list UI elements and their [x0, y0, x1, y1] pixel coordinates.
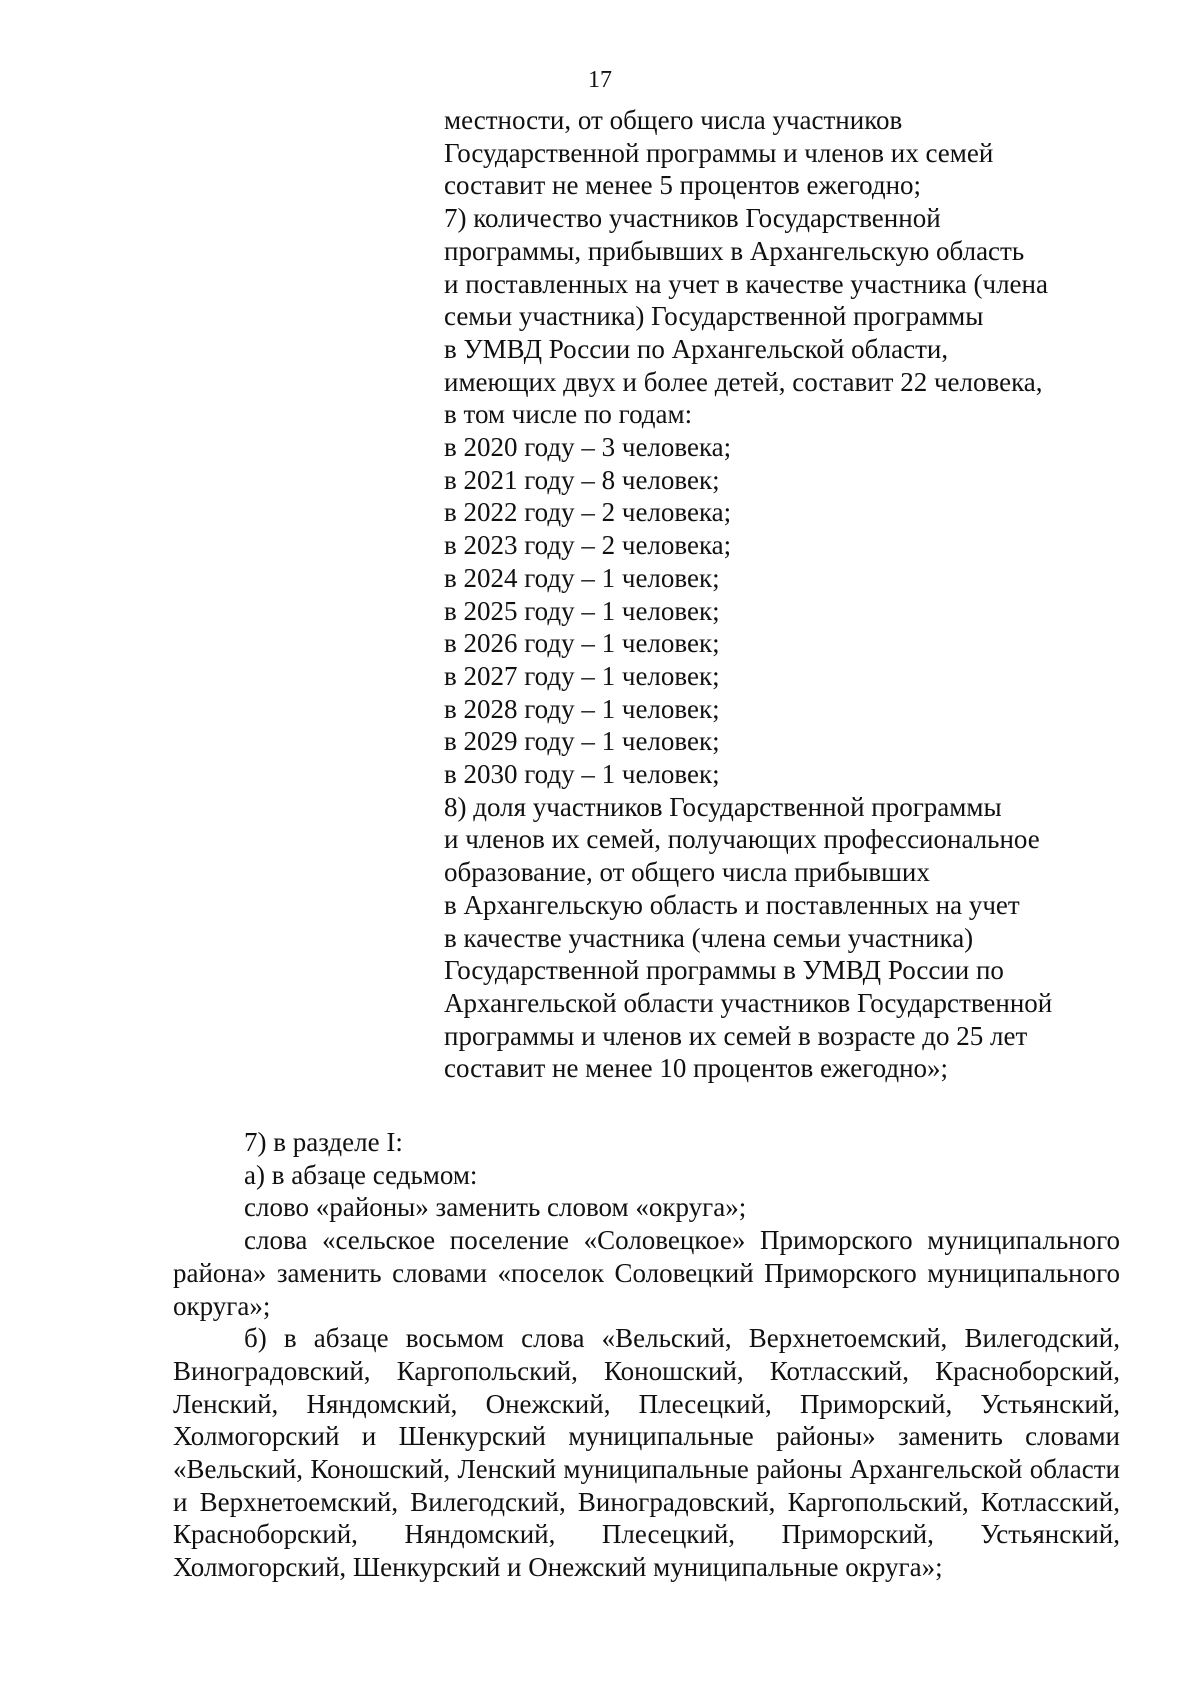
paragraph: слово «районы» заменить словом «округа»;	[244, 1192, 747, 1223]
subitem-b-paragraph: б) в абзаце восьмом слова «Вельский, Верхнетоемский, Вилегодский, Виноградовский, Каргопольский, Коношский, Котласский, Красноборский, Ленский, Няндомский, Онежский, Плесецкий, Приморский, Устьянский, Холмогорский и Шенкурский муниципальные районы» заменить словами «Вельский, Коношский, Ленский муниципальные районы Архангельской области и Верхнетоемский, Вилегодский, Виноградовский, Каргопольский, Котласский, Красноборский, Няндомский, Плесецкий, Приморский, Устьянский, Холмогорский, Шенкурский и Онежский муниципальные округа»;	[173, 1323, 1120, 1583]
text-line: семьи участника) Государственной программы	[444, 301, 984, 332]
text-line: Архангельской области участников Государственной	[444, 987, 1053, 1018]
text-line: составит не менее 10 процентов ежегодно»;	[444, 1053, 949, 1084]
subitem-a-heading: а) в абзаце седьмом:	[244, 1159, 478, 1190]
text-line: составит не менее 5 процентов ежегодно;	[444, 170, 922, 201]
text-line: 7) количество участников Государственной	[444, 203, 941, 234]
text-line: в УМВД России по Архангельской области,	[444, 333, 949, 364]
text-line: 8) доля участников Государственной программы	[444, 791, 1002, 822]
year-line: в 2026 году – 1 человек;	[444, 628, 720, 659]
quoted-amendment-block	[444, 104, 1124, 1085]
section-item-heading: 7) в разделе I:	[244, 1127, 403, 1157]
text-line: программы, прибывших в Архангельскую область	[444, 235, 1025, 266]
year-line: в 2022 году – 2 человека;	[444, 497, 732, 528]
paragraph: слова «сельское поселение «Соловецкое» Приморского муниципального района» заменить словами «поселок Соловецкий Приморского муниципального округа»;	[173, 1225, 1120, 1321]
text-line: и членов их семей, получающих профессиональное	[444, 824, 1040, 855]
text-line: местности, от общего числа участников	[444, 105, 903, 135]
year-line: в 2020 году – 3 человека;	[444, 432, 732, 463]
text-line: в качестве участника (члена семьи участника)	[444, 922, 974, 953]
text-line: имеющих двух и более детей, составит 22 человека,	[444, 366, 1043, 397]
year-line: в 2024 году – 1 человек;	[444, 562, 720, 593]
text-line: Государственной программы в УМВД России по	[444, 955, 1004, 986]
text-line: программы и членов их семей в возрасте до 25 лет	[444, 1020, 1028, 1051]
text-line: в том числе по годам:	[444, 399, 693, 430]
year-line: в 2025 году – 1 человек;	[444, 595, 720, 626]
year-line: в 2029 году – 1 человек;	[444, 726, 720, 757]
text-line: в Архангельскую область и поставленных на учет	[444, 889, 1020, 920]
year-line: в 2023 году – 2 человека;	[444, 530, 732, 561]
text-line: Государственной программы и членов их семей	[444, 137, 994, 168]
page-number: 17	[588, 67, 612, 93]
text-line: образование, от общего числа прибывших	[444, 857, 930, 888]
year-line: в 2021 году – 8 человек;	[444, 464, 720, 495]
main-text-block	[173, 1126, 1120, 1584]
year-line: в 2027 году – 1 человек;	[444, 660, 720, 691]
year-line: в 2028 году – 1 человек;	[444, 693, 720, 724]
year-line: в 2030 году – 1 человек;	[444, 759, 720, 790]
text-line: и поставленных на учет в качестве участника (члена	[444, 268, 1048, 299]
